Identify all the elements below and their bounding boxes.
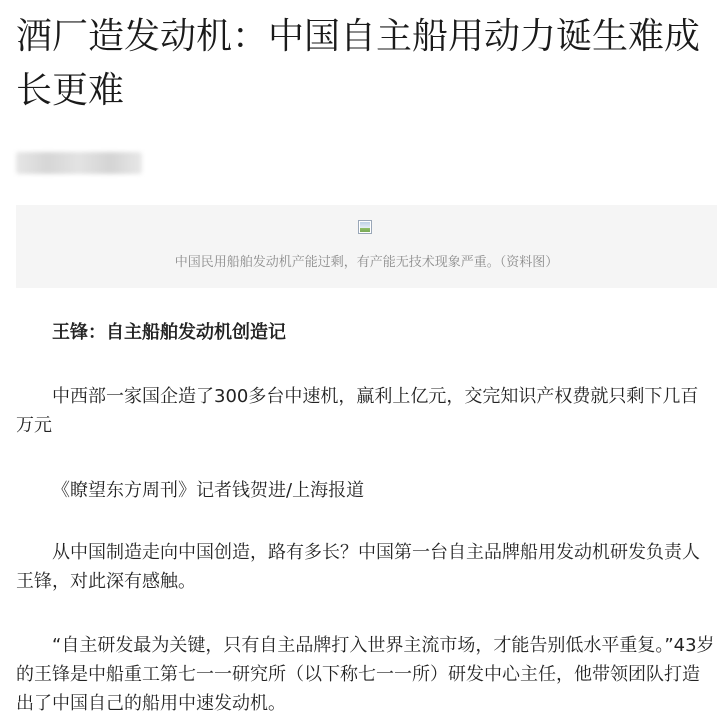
article-figure bbox=[16, 205, 717, 288]
paragraph-subheading bbox=[16, 318, 716, 347]
paragraph-text: “自主研发最为关键，只有自主品牌打入世界主流市场，才能告别低水平重复。”43岁的王锋是中船重工第七一一研究所（以下称七一一所）研发中心主任，他带领团队打造出了中国自己的船用中速发动机。 bbox=[16, 635, 715, 714]
paragraph bbox=[16, 382, 716, 440]
article-meta-blurred bbox=[16, 152, 142, 174]
subheading-text: 王锋：自主船舶发动机创造记 bbox=[52, 322, 286, 343]
figure-caption: 中国民用船舶发动机产能过剩，有产能无技术现象严重。（资料图） bbox=[174, 255, 559, 270]
paragraph bbox=[16, 631, 716, 718]
article-title: 酒厂造发动机：中国自主船用动力诞生难成长更难 bbox=[16, 16, 701, 111]
paragraph-text: 《瞭望东方周刊》记者钱贺进/上海报道 bbox=[52, 480, 365, 501]
broken-image-icon bbox=[358, 220, 372, 234]
paragraph-text: 从中国制造走向中国创造，路有多长？中国第一台自主品牌船用发动机研发负责人王锋，对此深有感触。 bbox=[16, 542, 700, 592]
paragraph bbox=[16, 476, 716, 505]
paragraph-text: 中西部一家国企造了300多台中速机，赢利上亿元，交完知识产权费就只剩下几百万元 bbox=[16, 386, 699, 436]
article bbox=[16, 0, 716, 714]
paragraph bbox=[16, 538, 716, 596]
